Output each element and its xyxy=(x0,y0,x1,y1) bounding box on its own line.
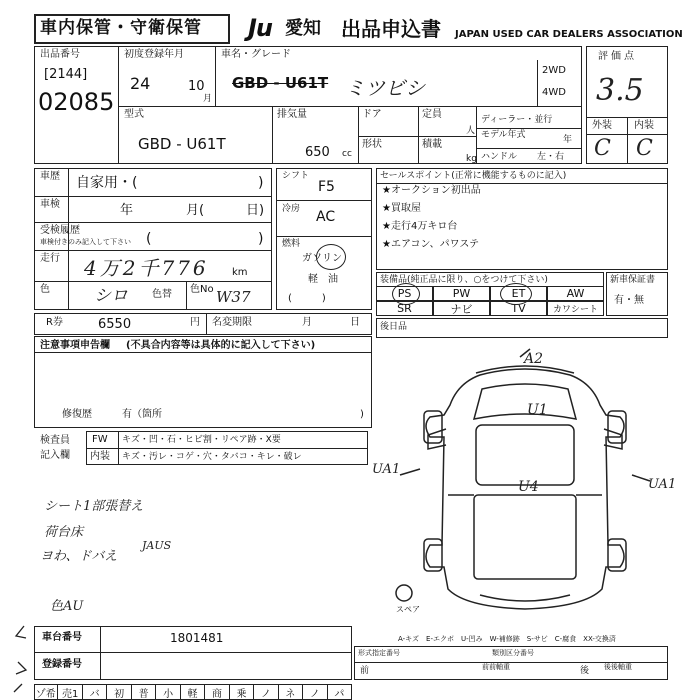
diagram-mark-u4: U4 xyxy=(518,479,539,495)
equip-ps: PS xyxy=(376,286,433,301)
margin-scribble xyxy=(8,622,32,700)
inspector-label: 検査員 xyxy=(40,435,70,446)
diagram-mark-a2: A2 xyxy=(524,351,544,367)
aircon-value: AC xyxy=(316,209,336,225)
displacement-value: 650 xyxy=(305,145,330,160)
interior-value: C xyxy=(636,136,653,161)
notes-label: 注意事項申告欄 xyxy=(40,340,110,351)
equip-aw: AW xyxy=(547,286,604,301)
inspector-fw: FW xyxy=(92,434,108,445)
first-reg-year: 24 xyxy=(130,74,151,93)
hw-note-3: ヨわ、ドバえ xyxy=(40,549,118,564)
check-box: 軽 xyxy=(181,684,205,700)
checks-row xyxy=(34,684,352,700)
color-code-label: 色No xyxy=(190,284,214,295)
check-box: ノ xyxy=(254,684,278,700)
damage-legend: A-キズ E-エクボ U-凹み W-補修跡 S-サビ C-腐食 XX-交換済 xyxy=(398,635,616,643)
handle-label: ハンドル xyxy=(481,152,518,162)
equip-et: ET xyxy=(490,286,547,301)
repair-close: ) xyxy=(360,409,364,420)
diagram-mark-ua1-left: UA1 xyxy=(372,462,401,477)
form-title: 出品申込書 xyxy=(341,17,441,41)
model-year-unit: 年 xyxy=(563,135,573,145)
capacity-label: 定員 xyxy=(422,109,442,120)
warranty-value: 有・無 xyxy=(614,295,644,306)
recycle-frame xyxy=(34,313,372,335)
check-box: 普 xyxy=(132,684,156,700)
storage-paren-open: ( xyxy=(146,231,152,247)
shift-value: F5 xyxy=(318,179,335,195)
transfer-label: 名変期限 xyxy=(212,317,252,328)
first-reg-month-unit: 月 xyxy=(203,94,213,104)
mileage-unit: km xyxy=(232,267,248,278)
equip-sr: SR xyxy=(376,301,433,316)
model-year-label: モデル年式 xyxy=(481,130,526,140)
load-unit: kg xyxy=(466,154,477,164)
ju-logo-suffix: 愛知 xyxy=(285,18,321,39)
recycle-label: R券 xyxy=(46,317,63,328)
fuel-gasoline-circle xyxy=(316,244,346,270)
transfer-day: 日 xyxy=(350,317,360,328)
drive-4wd: 4WD xyxy=(542,87,566,98)
equipment-label: 装備品(純正品に限り、○をつけて下さい) xyxy=(380,275,548,285)
first-reg-month: 10 xyxy=(188,79,205,94)
equip-ps-circle xyxy=(392,283,420,305)
color-label: 色 xyxy=(40,284,50,295)
check-box: 初 xyxy=(107,684,131,700)
load-label: 積載 xyxy=(422,139,442,150)
hw-note-5: 色AU xyxy=(50,599,84,614)
score-label: 評価点 xyxy=(598,51,637,62)
dealer-import-label: ディーラー・並行 xyxy=(481,115,553,125)
storage-history-sub: 車検付きのみ記入して下さい xyxy=(40,238,131,246)
equip-navi: ナビ xyxy=(433,301,490,316)
hw-note-1: シート1部張替え xyxy=(44,499,144,514)
notes-sub: (不具合内容等は具体的に記入して下さい) xyxy=(126,340,316,351)
inspection-day-unit: 日) xyxy=(246,203,265,218)
repair-label: 修復歴 xyxy=(62,409,92,420)
displacement-unit: cc xyxy=(342,149,352,159)
check-box: 乗 xyxy=(230,684,254,700)
storage-paren-close: ) xyxy=(258,231,264,247)
rear-label: 後 xyxy=(580,666,590,676)
displacement-label: 排気量 xyxy=(277,109,307,120)
fuel-diesel: 軽 油 xyxy=(308,274,338,285)
check-box: 売1 xyxy=(58,684,82,700)
sales-point-2: ★買取屋 xyxy=(382,203,421,214)
color-code-hw: W37 xyxy=(216,288,251,306)
exterior-value: C xyxy=(594,136,611,161)
interior-label: 内装 xyxy=(634,120,654,131)
category-label: 類別区分番号 xyxy=(492,649,534,657)
inspector-interior: 内装 xyxy=(90,451,110,462)
ju-logo: Ju xyxy=(248,14,273,42)
check-box: ゾ希 xyxy=(34,684,58,700)
body-no-label: 車台番号 xyxy=(42,632,82,643)
inspection-month-unit: 月( xyxy=(186,203,205,218)
rear-weight-label: 後後軸重 xyxy=(604,663,632,671)
fuel-label: 燃料 xyxy=(282,239,301,249)
spare-label: スペア xyxy=(396,605,420,614)
after-items-frame xyxy=(376,318,668,338)
check-box: 商 xyxy=(205,684,229,700)
drive-2wd: 2WD xyxy=(542,65,566,76)
model-name-label: 車名・グレード xyxy=(221,49,291,60)
hw-note-2: 荷台床 xyxy=(44,525,84,540)
fuel-paren: ( ) xyxy=(288,293,326,304)
warranty-label: 新車保証書 xyxy=(610,275,656,285)
hw-note-4: JAUS xyxy=(142,539,172,552)
sales-point-3: ★走行4万キロ台 xyxy=(382,221,458,232)
model-code-struck: GBD - U61T xyxy=(232,74,329,92)
history-label: 車歴 xyxy=(40,171,60,182)
lot-bracket-no: [2144] xyxy=(44,67,88,82)
mileage-hw: 4万2千776 xyxy=(84,256,209,280)
check-box: パ xyxy=(328,684,352,700)
history-close: ) xyxy=(258,175,264,191)
inspector-fw-text: キズ・凹・石・ヒビ割・リペア跡・X要 xyxy=(122,435,281,445)
color-hw: シロ xyxy=(94,286,128,306)
lot-label: 出品番号 xyxy=(40,49,80,60)
score-value: 3.5 xyxy=(596,73,644,108)
sales-point-1: ★オークション初出品 xyxy=(382,185,481,196)
equip-tv: TV xyxy=(490,301,547,316)
after-items-label: 後日品 xyxy=(380,322,408,332)
inspector-entry-label: 記入欄 xyxy=(40,450,70,461)
type-label: 型式 xyxy=(124,109,144,120)
doors-label: ドア xyxy=(362,109,382,120)
front-label: 前 xyxy=(360,666,370,676)
shape-label: 形状 xyxy=(362,139,382,150)
storage-badge-text: 車内保管・守衛保管 xyxy=(40,18,202,38)
reg-no-label: 登録番号 xyxy=(42,659,82,670)
color-change-label: 色替 xyxy=(152,289,172,300)
lot-number: 02085 xyxy=(38,88,115,116)
inspection-label: 車検 xyxy=(40,199,60,210)
cert-label: 形式指定番号 xyxy=(358,649,400,657)
body-no-value: 1801481 xyxy=(170,631,224,645)
transfer-month: 月 xyxy=(302,317,312,328)
sales-points-label: セールスポイント(正常に機能するものに記入) xyxy=(380,171,567,181)
inspector-interior-text: キズ・汚レ・コゲ・穴・タバコ・キレ・破レ xyxy=(122,452,302,462)
diagram-mark-ua1-right: UA1 xyxy=(648,477,677,492)
equip-pw: PW xyxy=(433,286,490,301)
storage-history-label: 受検履歴 xyxy=(40,225,80,236)
equip-kawa-seat: カワシート xyxy=(547,301,604,316)
org-name-en: JAPAN USED CAR DEALERS ASSOCIATION xyxy=(455,29,683,40)
type-value: GBD - U61T xyxy=(138,135,226,153)
diagram-mark-u1: U1 xyxy=(527,402,548,418)
check-box: バ xyxy=(83,684,107,700)
check-box: ノ xyxy=(303,684,327,700)
first-reg-label: 初度登録年月 xyxy=(124,49,184,60)
recycle-unit: 円 xyxy=(190,317,200,328)
capacity-unit: 人 xyxy=(466,126,476,136)
equip-et-circle xyxy=(500,283,532,305)
inspection-year-unit: 年 xyxy=(120,203,134,218)
exterior-label: 外装 xyxy=(592,120,612,131)
history-value: 自家用・( xyxy=(76,175,138,191)
shift-label: シフト xyxy=(282,171,310,181)
recycle-value: 6550 xyxy=(98,317,132,332)
aircon-label: 冷房 xyxy=(282,204,301,214)
check-box: ネ xyxy=(279,684,303,700)
maker-handwritten: ミツビシ xyxy=(345,76,425,100)
sales-point-4: ★エアコン、パワステ xyxy=(382,239,480,250)
fuel-gasoline: ガソリン xyxy=(302,253,342,264)
handle-value: 左・右 xyxy=(537,152,565,162)
check-box: 小 xyxy=(156,684,180,700)
front-weight-label: 前前軸重 xyxy=(482,663,510,671)
repair-value: 有（箇所 xyxy=(122,409,162,420)
mileage-label: 走行 xyxy=(40,253,60,264)
